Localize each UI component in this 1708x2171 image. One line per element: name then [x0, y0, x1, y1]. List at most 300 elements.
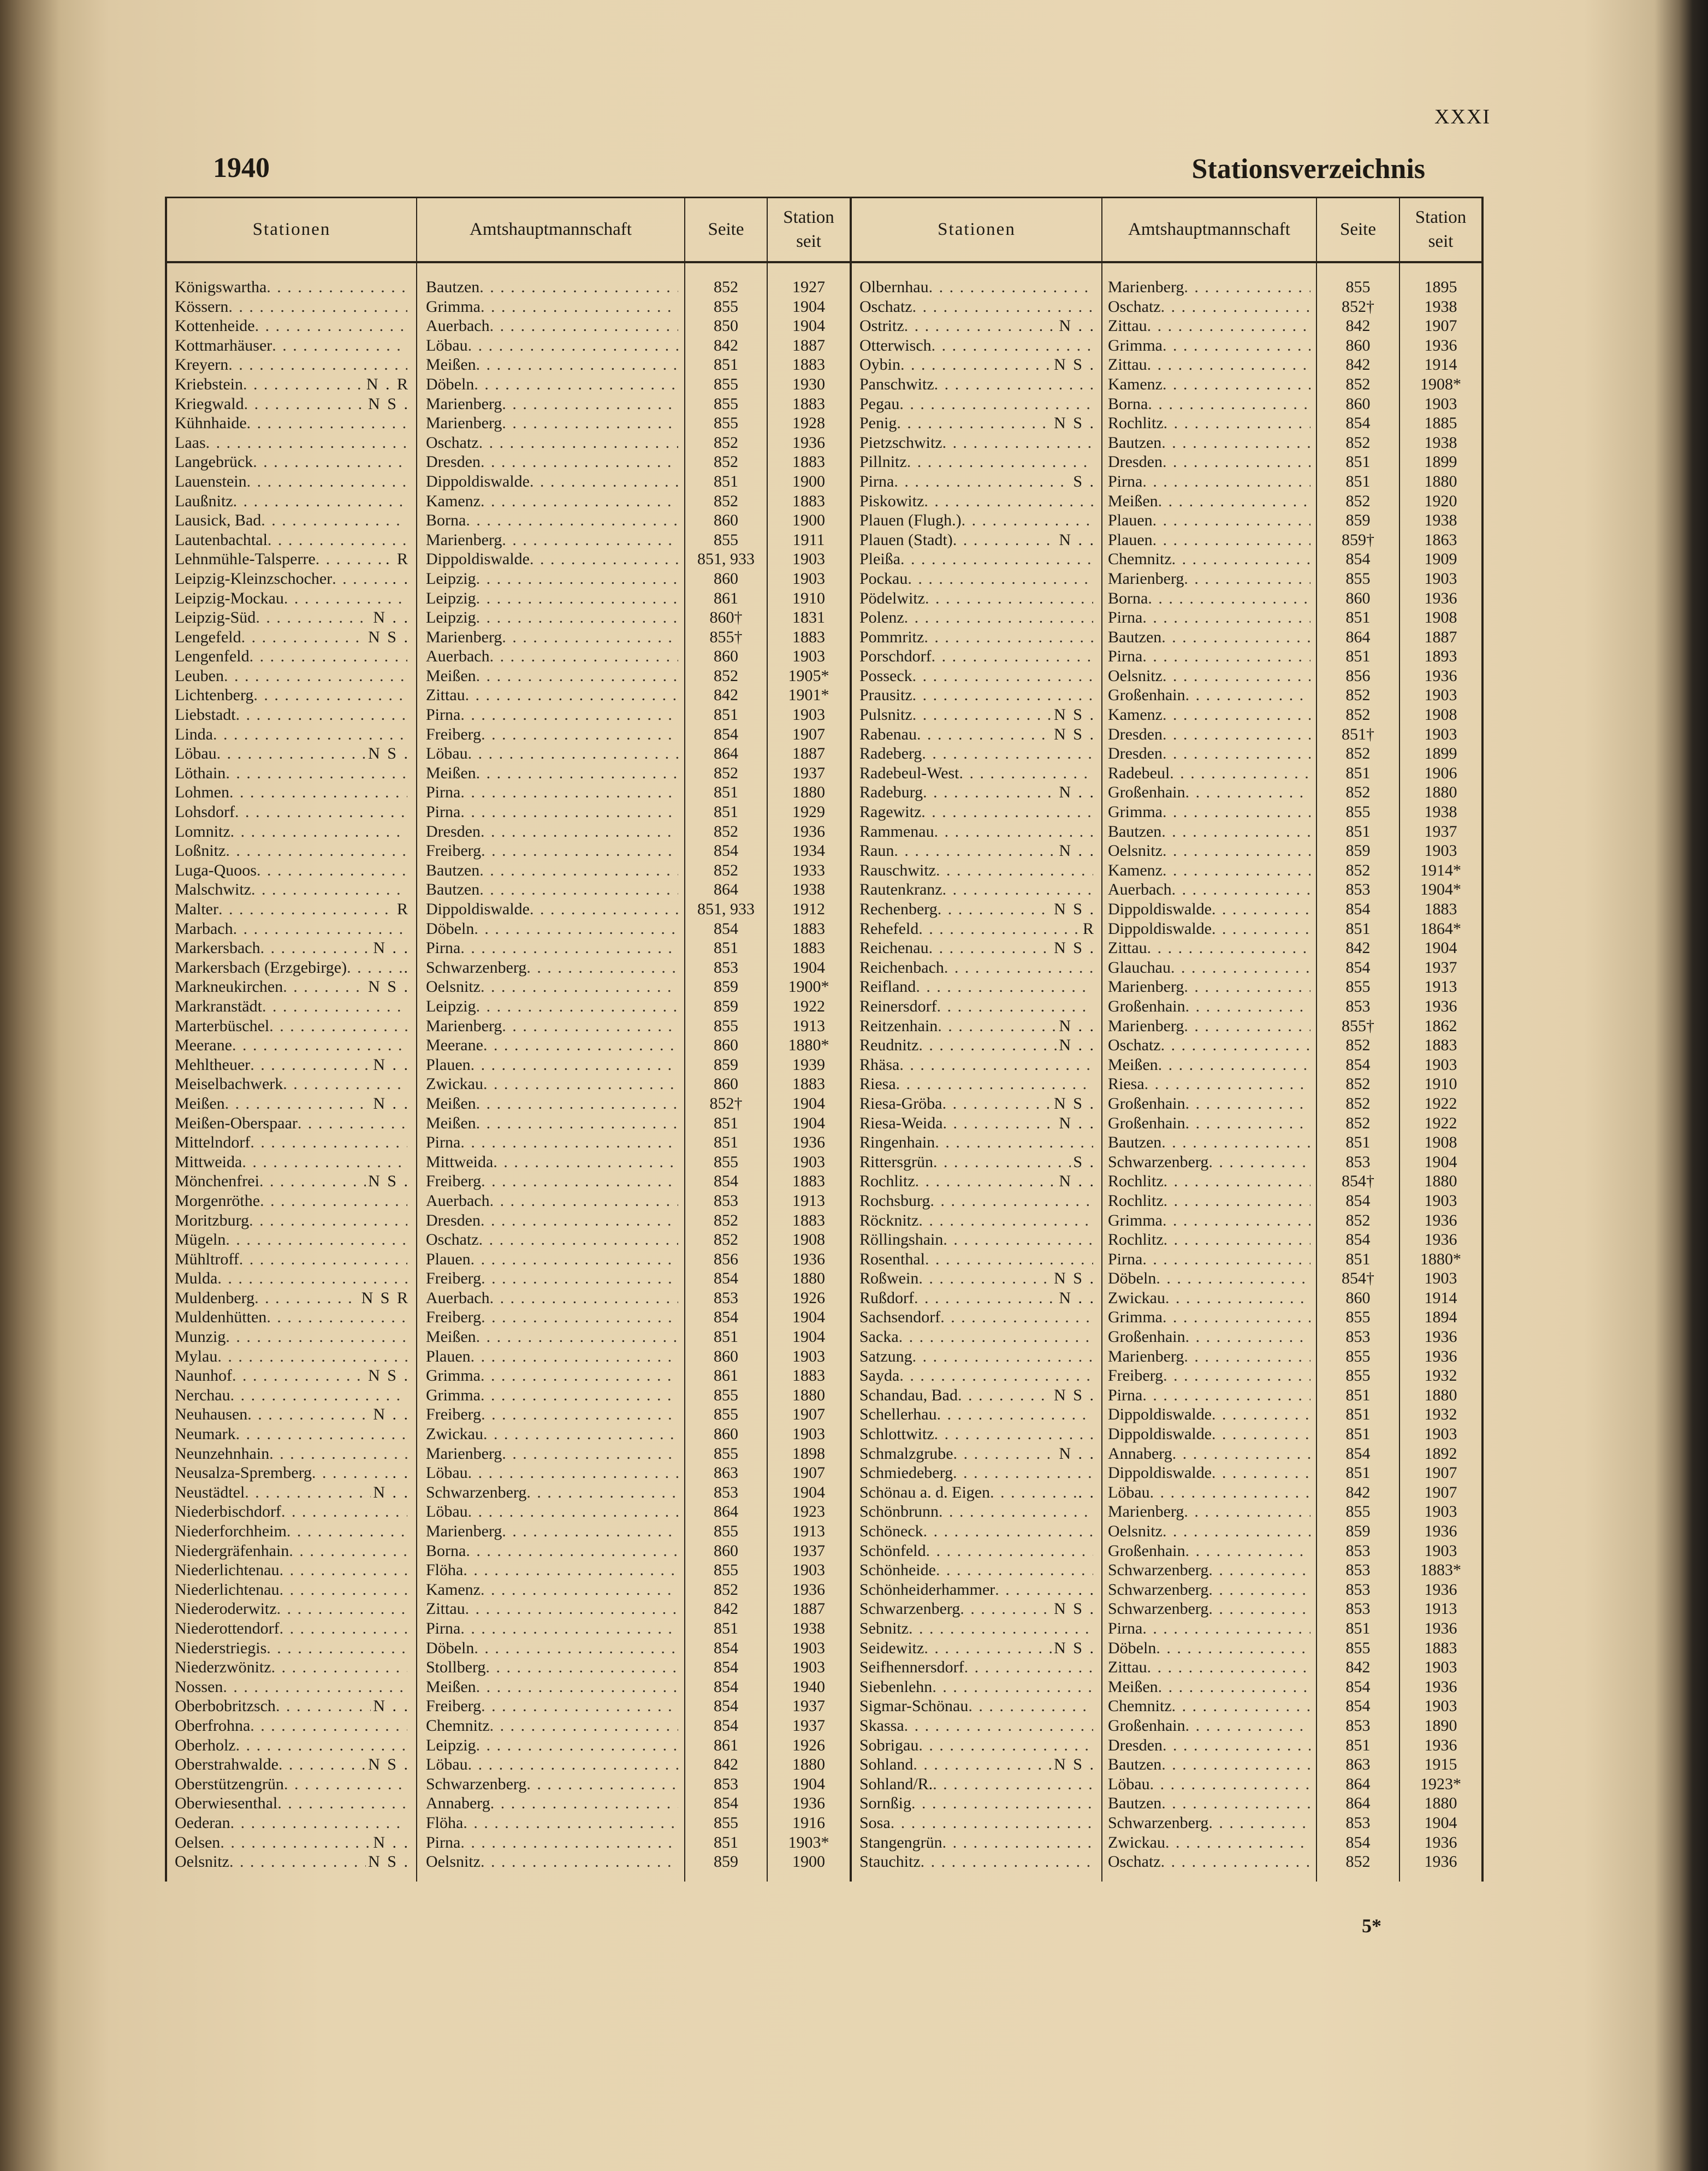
- district-name-text: Bautzen: [1108, 1794, 1162, 1813]
- dot-leader: [916, 977, 1093, 997]
- page-reference: 842: [714, 686, 738, 705]
- district-name: [1108, 1658, 1310, 1677]
- station-service-codes: [1093, 1327, 1095, 1347]
- station-service-codes: S .: [1073, 472, 1095, 490]
- dot-leader: [1212, 900, 1310, 919]
- table-top-rule: [165, 197, 1484, 198]
- station-name-text: Roßwein: [859, 1269, 919, 1288]
- district-name-text: Oelsnitz: [426, 978, 481, 996]
- station-name-text: Panschwitz: [859, 375, 934, 393]
- station-since-year: 1936: [792, 822, 825, 841]
- district-name: [1108, 1269, 1310, 1288]
- station-since-year: 1898: [792, 1444, 825, 1463]
- district-name-text: Löbau: [426, 1755, 468, 1774]
- district-name: [1108, 997, 1310, 1016]
- district-name-text: Annaberg: [1108, 1444, 1172, 1463]
- district-name: [1108, 1599, 1310, 1619]
- district-name-text: Leipzig: [426, 589, 476, 607]
- header-stations-right: Stationen: [938, 220, 1016, 239]
- district-name: [1108, 452, 1310, 472]
- station-service-codes: [1093, 997, 1095, 1016]
- station-service-codes: [1093, 511, 1095, 530]
- station-since-year: 1932: [1424, 1367, 1457, 1385]
- station-since-year: 1936: [1424, 997, 1457, 1015]
- station-since-year: 1903: [792, 550, 825, 569]
- district-name-text: Leipzig: [426, 569, 476, 588]
- station-name: [859, 1580, 1095, 1600]
- table-row: [165, 1774, 1484, 1794]
- dot-leader: [1208, 1813, 1310, 1833]
- page-reference: 855: [714, 530, 738, 549]
- district-name: [1108, 1522, 1310, 1541]
- dot-leader: [1163, 1736, 1310, 1755]
- page-reference: 842: [714, 336, 738, 354]
- station-name-text: Radeberg: [859, 744, 922, 763]
- page-reference: 851: [1345, 764, 1371, 782]
- station-name-text: Leipzig-Süd: [175, 608, 256, 627]
- station-service-codes: N S .: [1054, 356, 1095, 374]
- station-service-codes: N . .: [1059, 1016, 1095, 1035]
- station-since-year: 1938: [792, 1619, 825, 1637]
- dot-leader: [1185, 783, 1310, 802]
- page-reference: 863: [1345, 1755, 1371, 1774]
- station-name: [859, 938, 1095, 958]
- station-name: [859, 841, 1095, 861]
- station-name-text: Niederlichtenau: [175, 1580, 280, 1599]
- dot-leader: [944, 958, 1093, 978]
- dot-leader: [1164, 1191, 1310, 1211]
- station-name-text: Schönbrunn: [859, 1502, 939, 1521]
- district-name-text: Stollberg: [426, 1658, 486, 1677]
- station-name-text: Meißen: [175, 1094, 225, 1113]
- table-row: [165, 1599, 1484, 1619]
- station-since-year: 1907: [792, 1464, 825, 1482]
- table-row: [165, 1716, 1484, 1736]
- station-service-codes: N . .: [1059, 530, 1095, 549]
- page-reference: 851, 933: [697, 900, 755, 918]
- page-reference: 856: [714, 1250, 738, 1268]
- dot-leader: [924, 1638, 1052, 1658]
- page-reference: 860: [1345, 1288, 1371, 1307]
- station-since-year: 1880: [792, 783, 825, 802]
- district-name-text: Dippoldiswalde: [1108, 900, 1212, 918]
- district-name-text: Auerbach: [1108, 880, 1172, 899]
- table-row: [165, 1347, 1484, 1367]
- station-service-codes: N S .: [1054, 1638, 1095, 1657]
- station-name: [859, 1172, 1095, 1191]
- table-row: [165, 685, 1484, 705]
- station-since-year: 1903: [792, 706, 825, 724]
- station-service-codes: N S .: [368, 1172, 410, 1191]
- page-reference: 855: [1345, 1638, 1371, 1657]
- district-name-text: Auerbach: [426, 647, 490, 666]
- station-name-text: Pulsnitz: [859, 706, 912, 724]
- station-service-codes: [1093, 1736, 1095, 1755]
- station-since-year: 1864*: [1420, 919, 1461, 938]
- station-name-text: Leipzig-Kleinzschocher: [175, 569, 333, 588]
- station-since-year: 1937: [792, 1716, 825, 1735]
- station-since-year: 1900: [792, 1853, 825, 1871]
- station-service-codes: [1093, 1405, 1095, 1424]
- dot-leader: [1163, 452, 1310, 472]
- table-row: [165, 1152, 1484, 1172]
- station-name-text: Lohsdorf: [175, 803, 235, 821]
- page-reference: 854: [714, 1172, 738, 1191]
- station-service-codes: [1093, 1502, 1095, 1522]
- table-row: [165, 1522, 1484, 1541]
- page-reference: 851: [1345, 608, 1371, 627]
- station-name-text: Lichtenberg: [175, 686, 254, 705]
- page-reference: 851: [1345, 1736, 1371, 1754]
- station-service-codes: N S .: [1054, 725, 1095, 743]
- station-since-year: 1887: [792, 1600, 825, 1618]
- district-name: [1108, 1852, 1310, 1872]
- page-reference: 854: [714, 1638, 738, 1657]
- district-name-text: Bautzen: [1108, 1133, 1162, 1152]
- dot-leader: [1212, 1405, 1310, 1424]
- station-name-text: Plauen (Flugh.): [859, 511, 962, 530]
- station-since-year: 1883: [792, 939, 825, 957]
- station-name-text: Kühnhaide: [175, 414, 247, 433]
- table-row: [165, 919, 1484, 939]
- station-service-codes: N . .: [1059, 1036, 1095, 1055]
- station-since-year: 1900: [792, 472, 825, 490]
- dot-leader: [1156, 1269, 1310, 1288]
- station-name-text: Posseck: [859, 666, 912, 685]
- station-name-text: Reinersdorf: [859, 997, 937, 1015]
- district-name-text: Dresden: [1108, 725, 1163, 743]
- station-service-codes: [1093, 1833, 1095, 1853]
- table-row: [165, 764, 1484, 783]
- station-name-text: Porschdorf: [859, 647, 932, 666]
- table-row: [165, 1794, 1484, 1813]
- district-name: [1108, 569, 1310, 589]
- district-name-text: Oelsnitz: [426, 1853, 481, 1871]
- table-row: [165, 744, 1484, 764]
- page-reference: 842: [1345, 356, 1371, 374]
- station-name-text: Markersbach (Erzgebirge): [175, 958, 347, 977]
- district-name-text: Schwarzenberg: [1108, 1561, 1209, 1580]
- dot-leader: [990, 1483, 1076, 1502]
- station-since-year: 1883: [1424, 900, 1457, 918]
- table-row: [165, 1386, 1484, 1405]
- station-since-year: 1907: [792, 1405, 825, 1424]
- district-name-text: Dresden: [1108, 744, 1163, 763]
- station-name: [859, 666, 1095, 686]
- district-name-text: Großenhain: [1108, 1094, 1185, 1113]
- page-reference: 855: [1345, 803, 1371, 821]
- station-service-codes: [1093, 647, 1095, 666]
- station-name: [859, 433, 1095, 453]
- station-since-year: 1831: [792, 608, 825, 627]
- station-name-text: Sosa: [859, 1813, 891, 1832]
- station-service-codes: N S .: [368, 628, 410, 646]
- district-name-text: Löbau: [1108, 1774, 1150, 1793]
- dot-leader: [1161, 297, 1310, 317]
- station-name: [859, 1502, 1095, 1522]
- district-name-text: Marienberg: [1108, 1347, 1184, 1365]
- table-row: [165, 355, 1484, 375]
- district-name-text: Marienberg: [1108, 1016, 1184, 1035]
- station-name: [859, 1794, 1095, 1813]
- district-name-text: Grimma: [426, 1367, 481, 1385]
- table-row: [165, 608, 1484, 628]
- page-reference: 855†: [709, 628, 743, 646]
- table-row: [165, 900, 1484, 919]
- district-name-text: Bautzen: [426, 278, 480, 296]
- page-reference: 854: [714, 725, 738, 743]
- dot-leader: [904, 316, 1057, 336]
- district-name: [1108, 1191, 1310, 1211]
- district-name: [1108, 433, 1310, 453]
- station-service-codes: N S .: [1054, 900, 1095, 918]
- district-name: [1108, 1619, 1310, 1638]
- station-name-text: Niederoderwitz: [175, 1600, 277, 1618]
- dot-leader: [943, 1114, 1057, 1133]
- page-reference: 842: [714, 1755, 738, 1774]
- page-reference: 854: [714, 1308, 738, 1327]
- station-name-text: Pillnitz: [859, 453, 907, 471]
- dot-leader: [1163, 841, 1310, 861]
- dot-leader: [1163, 336, 1310, 356]
- station-name-text: Leuben: [175, 666, 224, 685]
- station-since-year: 1914*: [1420, 861, 1461, 879]
- station-name-text: Raun: [859, 842, 894, 860]
- station-since-year: 1938: [1424, 803, 1457, 821]
- district-name: [1108, 355, 1310, 375]
- station-name-text: Meiselbachwerk: [175, 1075, 283, 1093]
- station-name-text: Oelsen: [175, 1833, 221, 1851]
- station-name-text: Röllingshain: [859, 1231, 944, 1249]
- station-name: [859, 569, 1095, 589]
- district-name: [1108, 764, 1310, 783]
- page-reference: 855: [1345, 1367, 1371, 1385]
- station-service-codes: [1093, 958, 1095, 978]
- dot-leader: [1158, 492, 1310, 511]
- table-row: [165, 511, 1484, 530]
- station-name-text: Schönheiderhammer: [859, 1580, 995, 1599]
- station-service-codes: [1093, 1347, 1095, 1367]
- page-reference: 860: [714, 1425, 738, 1444]
- station-service-codes: [1093, 1696, 1095, 1716]
- page-reference: 852: [1345, 706, 1371, 724]
- station-service-codes: [1093, 1619, 1095, 1638]
- dot-leader: [932, 647, 1093, 666]
- station-since-year: 1883: [792, 1172, 825, 1191]
- district-name-text: Grimma: [1108, 336, 1163, 354]
- dot-leader: [936, 1560, 1093, 1580]
- dot-leader: [1163, 1211, 1310, 1231]
- station-name-text: Piskowitz: [859, 492, 924, 510]
- table-row: [165, 1580, 1484, 1600]
- station-name: [859, 297, 1095, 317]
- station-service-codes: N S .: [368, 978, 410, 996]
- district-name-text: Freiberg: [426, 842, 482, 860]
- station-name-text: Oberstützengrün: [175, 1774, 284, 1793]
- table-row: [165, 628, 1484, 647]
- station-since-year: 1908: [1424, 608, 1457, 627]
- district-name: [1108, 394, 1310, 414]
- district-name: [1108, 1444, 1310, 1464]
- dot-leader: [1208, 1560, 1310, 1580]
- dot-leader: [904, 1716, 1093, 1736]
- station-service-codes: N . .: [1059, 842, 1095, 860]
- station-since-year: 1900: [792, 511, 825, 530]
- station-since-year: 1913: [792, 1522, 825, 1540]
- district-name-text: Plauen: [426, 1347, 471, 1365]
- district-name-text: Dippoldiswalde: [426, 900, 530, 918]
- station-name-text: Oberbobritzsch: [175, 1697, 276, 1715]
- district-name: [1108, 705, 1310, 725]
- district-name: [1108, 725, 1310, 744]
- dot-leader: [934, 1424, 1093, 1444]
- district-name: [1108, 1560, 1310, 1580]
- station-name-text: Oberwiesenthal: [175, 1794, 278, 1813]
- table-row: [165, 1250, 1484, 1269]
- station-name-text: Schlottwitz: [859, 1425, 934, 1444]
- station-name-text: Morgenröthe: [175, 1191, 260, 1210]
- district-name-text: Marienberg: [426, 414, 502, 433]
- page-reference: 852: [1345, 1853, 1371, 1871]
- page-reference: 854: [1345, 1833, 1371, 1851]
- district-name: [1108, 1638, 1310, 1658]
- district-name: [1108, 1483, 1310, 1502]
- dot-leader: [1164, 1172, 1310, 1191]
- district-name-text: Flöha: [426, 1561, 464, 1580]
- district-name: [1108, 1074, 1310, 1094]
- district-name-text: Dresden: [426, 1211, 481, 1229]
- page-reference: 854: [1345, 414, 1371, 433]
- table-row: [165, 666, 1484, 686]
- station-service-codes: [1093, 1541, 1095, 1561]
- district-name-text: Grimma: [426, 1386, 481, 1404]
- district-name: [1108, 1016, 1310, 1036]
- district-name: [1108, 316, 1310, 336]
- district-name-text: Annaberg: [426, 1794, 490, 1813]
- table-row: [165, 958, 1484, 978]
- station-name-text: Naunhof: [175, 1367, 232, 1385]
- station-name-text: Prausitz: [859, 686, 912, 705]
- page-reference: 853: [1345, 1600, 1371, 1618]
- table-row: [165, 1463, 1484, 1483]
- table-row: [165, 1191, 1484, 1211]
- station-since-year: 1938: [1424, 511, 1457, 530]
- station-since-year: 1914: [1424, 1288, 1457, 1307]
- station-name-text: Marterbüschel: [175, 1016, 270, 1035]
- dot-leader: [940, 1308, 1093, 1327]
- station-service-codes: N . .: [1059, 1444, 1095, 1463]
- station-since-year: 1904: [792, 1114, 825, 1132]
- station-service-codes: N . R: [366, 375, 410, 393]
- page-reference: 864: [714, 744, 738, 763]
- dot-leader: [959, 764, 1093, 783]
- page-reference: 854: [714, 1697, 738, 1715]
- dot-leader: [1161, 1794, 1310, 1813]
- station-name: [859, 413, 1095, 433]
- district-name: [1108, 336, 1310, 356]
- station-service-codes: N S .: [1054, 1386, 1095, 1404]
- district-name-text: Freiberg: [426, 1405, 482, 1424]
- district-name: [1108, 277, 1310, 297]
- station-name: [859, 1463, 1095, 1483]
- station-since-year: 1904: [792, 1483, 825, 1501]
- dot-leader: [899, 1327, 1093, 1347]
- district-name: [1108, 900, 1310, 919]
- page-reference: 860: [714, 1541, 738, 1560]
- station-name: [859, 511, 1095, 530]
- station-name-text: Niederforchheim: [175, 1522, 287, 1540]
- dot-leader: [918, 1269, 1052, 1288]
- station-name-text: Langebrück: [175, 453, 253, 471]
- district-name-text: Dippoldiswalde: [1108, 1405, 1212, 1424]
- page-reference: 854†: [1342, 1172, 1374, 1191]
- station-service-codes: [1093, 1774, 1095, 1794]
- dot-leader: [922, 744, 1093, 764]
- station-name-text: Schellerhau: [859, 1405, 937, 1424]
- dot-leader: [923, 1522, 1093, 1541]
- district-name: [1108, 1366, 1310, 1386]
- page: [49, 0, 1665, 2171]
- station-name-text: Pirna: [859, 472, 894, 490]
- station-service-codes: N . .: [1059, 1288, 1095, 1307]
- district-name: [1108, 1716, 1310, 1736]
- district-name-text: Auerbach: [426, 317, 490, 335]
- station-since-year: 1932: [1424, 1405, 1457, 1424]
- station-since-year: 1910: [1424, 1075, 1457, 1093]
- table-row: [165, 530, 1484, 550]
- district-name-text: Zwickau: [1108, 1288, 1165, 1307]
- station-since-year: 1880: [792, 1386, 825, 1404]
- station-name-text: Seifhennersdorf: [859, 1658, 964, 1677]
- page-reference: 855: [714, 1444, 738, 1463]
- district-name: [1108, 841, 1310, 861]
- station-name: [859, 1833, 1095, 1853]
- page-reference: 854: [1345, 1191, 1371, 1210]
- station-since-year: 1907: [1424, 1483, 1457, 1501]
- station-name: [859, 685, 1095, 705]
- dot-leader: [899, 1366, 1093, 1386]
- page-reference: 855: [714, 1152, 738, 1171]
- station-since-year: 1885: [1424, 414, 1457, 433]
- dot-leader: [1164, 1230, 1310, 1250]
- page-reference: 842: [1345, 1483, 1371, 1501]
- page-reference: 861: [714, 1736, 738, 1754]
- dot-leader: [1156, 1638, 1310, 1658]
- dot-leader: [1147, 355, 1310, 375]
- station-since-year: 1880: [1424, 472, 1457, 490]
- dot-leader: [1163, 744, 1310, 764]
- station-name-text: Reudnitz: [859, 1036, 919, 1055]
- dot-leader: [1161, 1036, 1310, 1055]
- station-service-codes: . .: [392, 1464, 410, 1482]
- page-reference: 855: [714, 1561, 738, 1580]
- dot-leader: [1163, 1366, 1310, 1386]
- table-header-rule: [165, 261, 1484, 263]
- district-name-text: Kamenz: [426, 1580, 481, 1599]
- district-name: [1108, 666, 1310, 686]
- station-name-text: Neusalza-Spremberg: [175, 1464, 312, 1482]
- station-name-text: Kottmarhäuser: [175, 336, 272, 354]
- dot-leader: [1163, 725, 1310, 744]
- district-name-text: Döbeln: [426, 1638, 475, 1657]
- dot-leader: [915, 1172, 1057, 1191]
- station-name-text: Riesa: [859, 1075, 896, 1093]
- dot-leader: [1161, 628, 1310, 647]
- dot-leader: [926, 1541, 1093, 1561]
- district-name: [1108, 530, 1310, 550]
- station-since-year: 1880: [1424, 1386, 1457, 1404]
- dot-leader: [1184, 277, 1310, 297]
